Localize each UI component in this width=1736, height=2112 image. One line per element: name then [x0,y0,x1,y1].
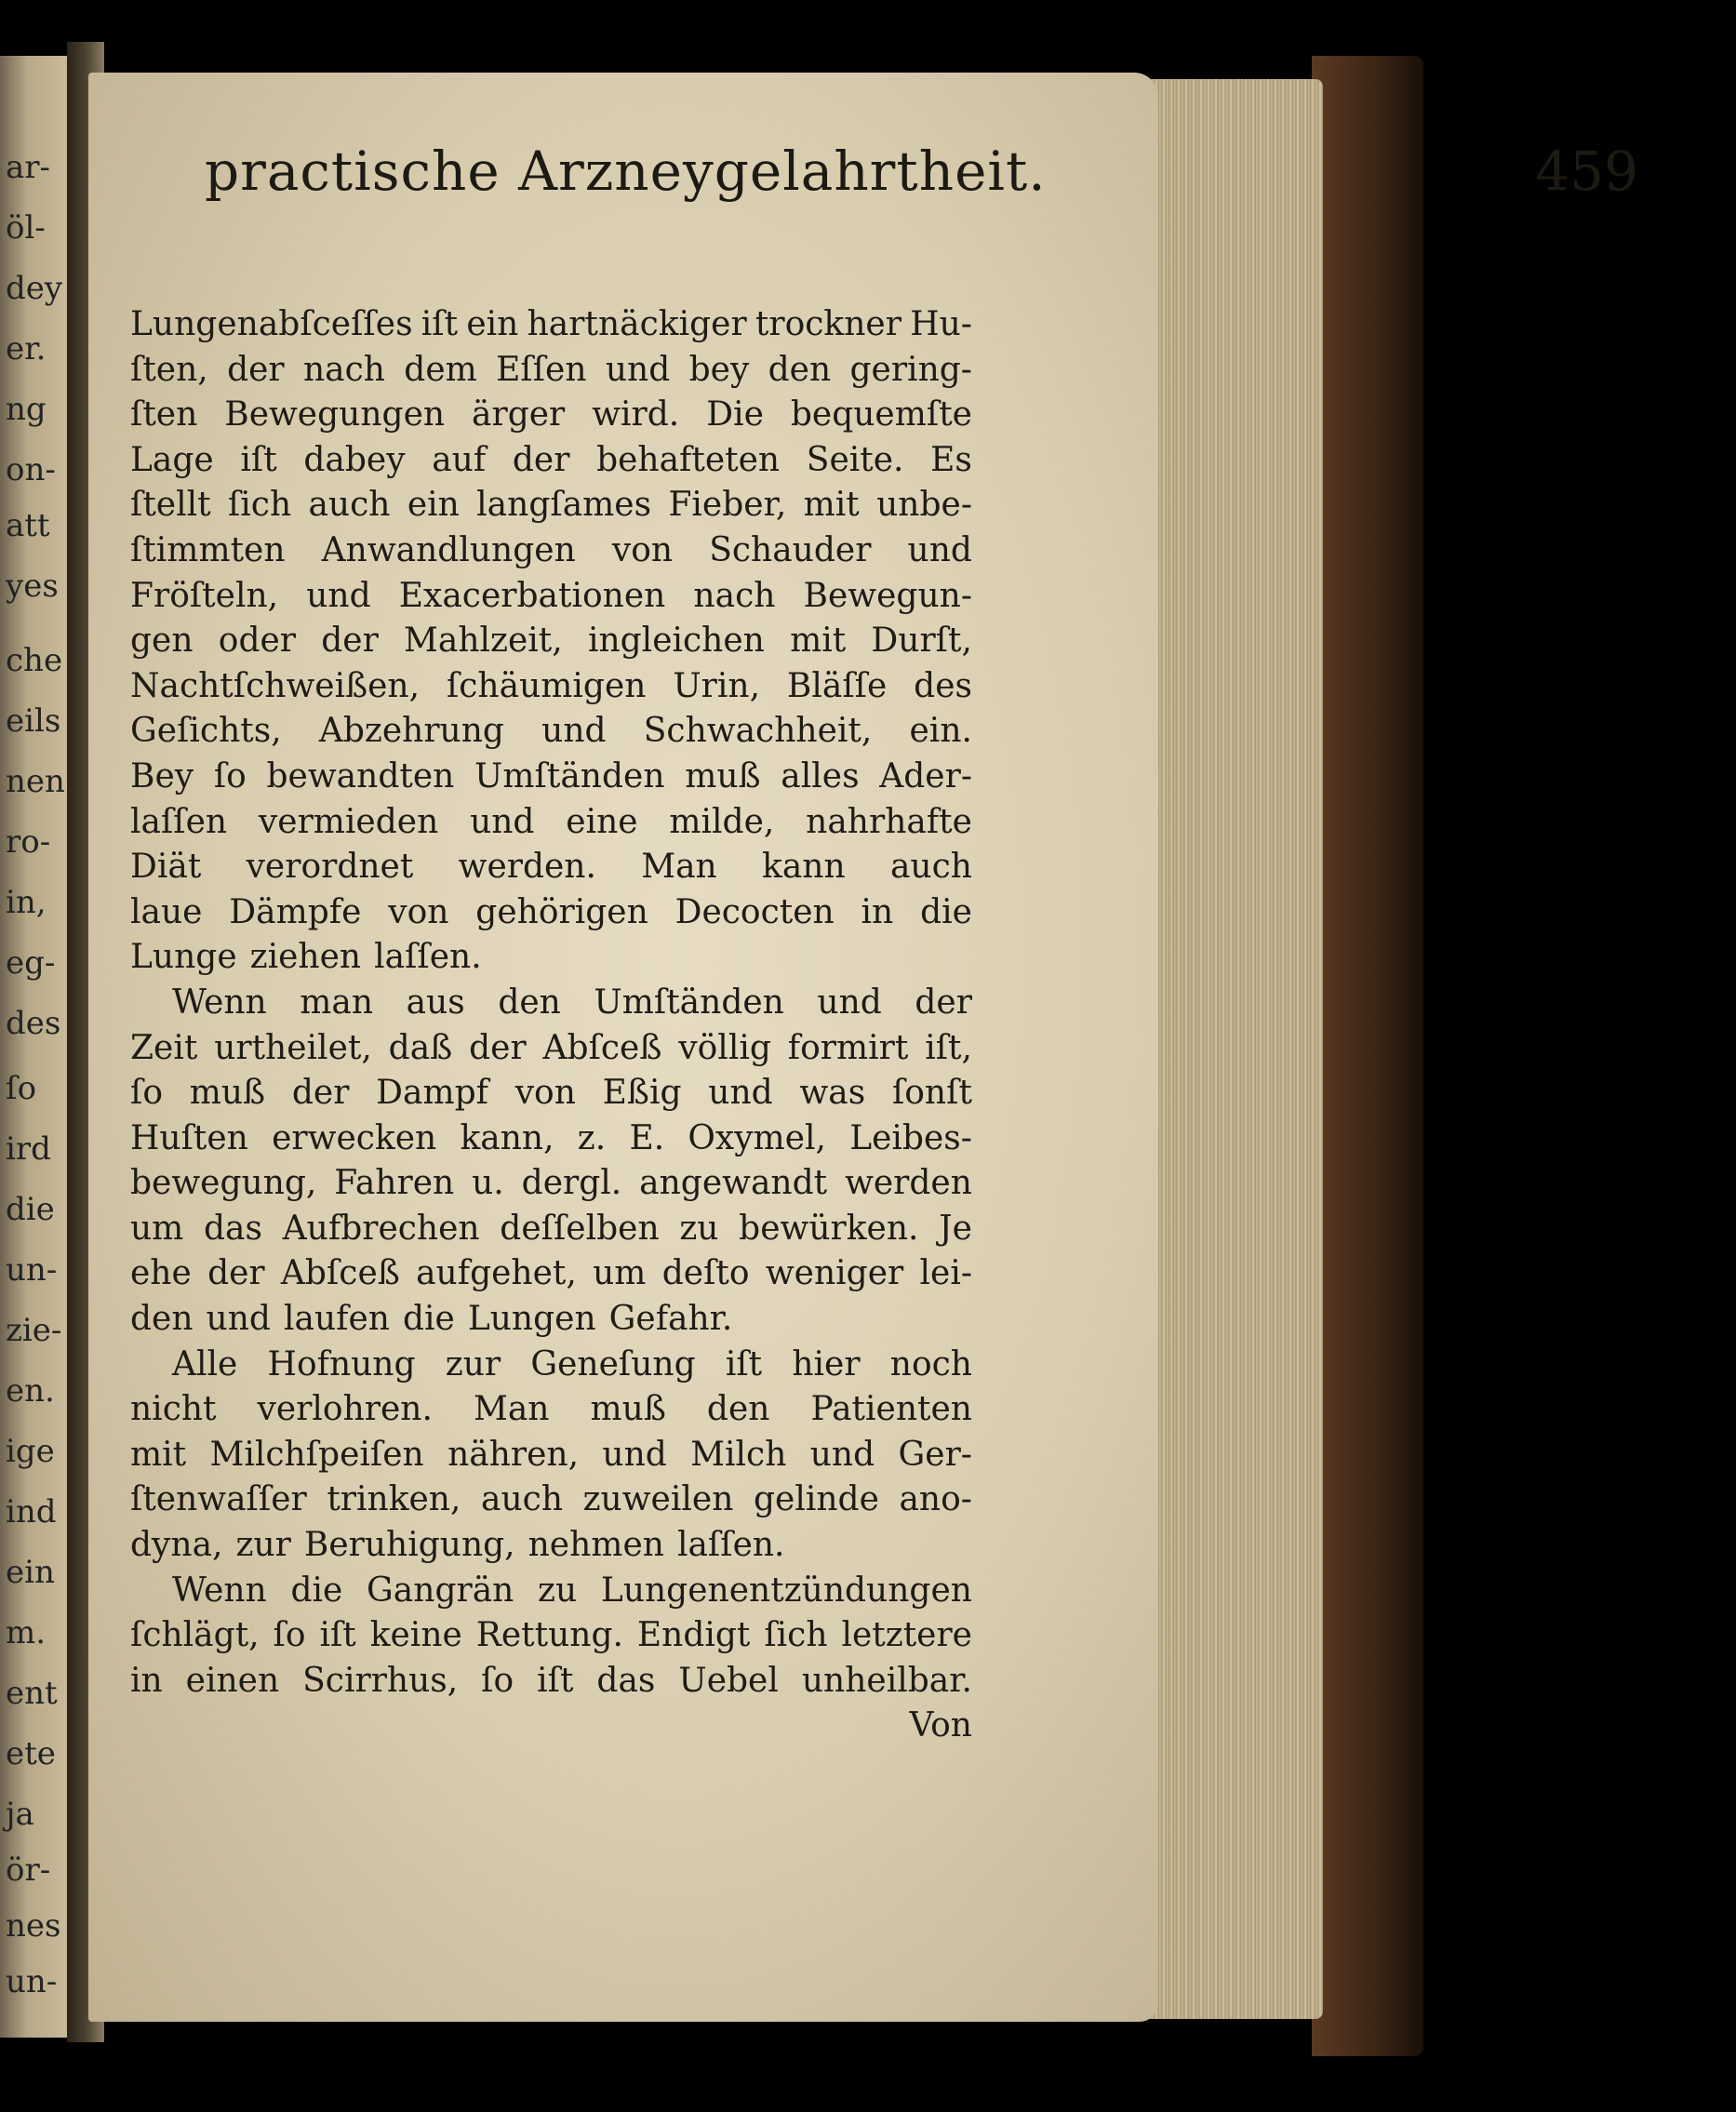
text-line [130,1026,972,1072]
text-line [130,393,972,438]
left-page-fragment: er. [6,330,47,368]
word: Man [473,1390,550,1429]
word: nähren, [447,1435,580,1474]
word: formirt [787,1028,909,1067]
left-page-fragment: en. [6,1372,55,1410]
left-page-fragment: ng [6,391,47,428]
book-cover-edge [1312,56,1423,2056]
word: ſo [481,1661,514,1700]
word: kann [762,848,846,887]
left-page-fragment: zie- [6,1312,62,1349]
word: völlig [678,1028,771,1067]
word: Anwandlungen [321,530,576,569]
word: z. [577,1118,607,1157]
word: muß [685,756,761,795]
word: bewürken. [739,1209,919,1248]
left-page-fragment: eg- [6,944,56,982]
text-line [130,348,972,394]
page-header [130,140,1648,214]
word: und [907,530,972,569]
word: und [306,576,371,615]
word: ingleichen [587,622,765,661]
word: Von [909,1706,972,1745]
word: Ader- [879,756,972,795]
left-page-fragment: ird [6,1130,51,1168]
word: ſo [273,1616,306,1655]
word: Patienten [810,1390,972,1429]
word: auch [889,848,972,887]
word: ziehen [249,938,362,977]
word: Lage [130,440,214,479]
word: Wenn [172,1571,267,1610]
word: nehmen [527,1526,664,1565]
left-page-fragment: att [6,507,50,544]
text-line [130,1251,972,1297]
word: Schwachheit, [643,712,873,751]
word: werden. [458,848,596,887]
word: auf [432,440,487,479]
word: dabey [303,440,406,479]
word: auch [308,486,391,525]
word: Urin, [673,666,761,705]
word: ſo [213,756,247,795]
word: Uebel [678,1661,779,1700]
text-line [130,664,972,710]
text-line [130,890,972,936]
word: Je [939,1209,972,1248]
word: Ger- [898,1435,972,1474]
left-page-fragment: m. [6,1614,47,1651]
word: aus [406,982,465,1022]
word: der [512,440,570,479]
word: Aufbrechen [282,1209,480,1248]
word: laſſen. [676,1526,785,1565]
word: mit [130,1435,187,1474]
text-line [130,1297,972,1343]
left-page-fragment: ent [6,1675,58,1712]
word: Endigt [636,1616,751,1655]
word: letztere [841,1616,972,1655]
word: nahrhafte [806,802,972,841]
text-line [130,438,972,484]
word: und [602,1435,667,1474]
word: ärger [472,395,566,434]
word: ein [407,486,460,525]
word: Bey [130,756,194,795]
word: die [290,1571,343,1610]
word: ſtellt [130,486,211,525]
left-page-fragment: ja [6,1796,34,1833]
page-number: 459 [1535,140,1638,203]
word: lei- [919,1254,972,1293]
word: Lungen [467,1300,596,1339]
running-title: practische Arzneygelahrtheit. [205,140,1047,203]
word: verordnet [246,848,414,887]
left-page-fragment: des [6,1005,61,1042]
left-page-fragment: ind [6,1493,57,1531]
word: kann, [460,1118,554,1157]
word: Exacerbationen [398,576,666,615]
word: Die [706,395,764,434]
word: aufgehet, [416,1254,577,1293]
word: von [388,892,449,931]
word: Zeit [130,1028,198,1067]
left-page-fragment: ein [6,1554,55,1591]
word: und [206,1300,271,1339]
word: deſſelben [500,1209,660,1248]
word: Mahlzeit, [404,622,563,661]
left-page-fragment: in, [6,884,47,921]
word: und [708,1074,773,1113]
word: Schauder [709,530,872,569]
left-page-fragment: dey [6,270,63,307]
left-page-fragment: öl- [6,209,46,247]
word: Eſſen [496,350,587,389]
word: wird. [592,395,680,434]
word: in [861,892,894,931]
text-line [130,1477,972,1523]
left-page-fragment: yes [6,568,59,605]
word: erwecken [272,1118,437,1157]
word: was [799,1074,866,1113]
left-page-fragment: ſo [6,1070,37,1107]
word: Bewegun- [803,576,972,615]
text-line [130,1343,972,1388]
word: Nachtſchweißen, [130,666,421,705]
text-line [130,1207,972,1252]
text-line [130,574,972,620]
word: Umſtänden [474,756,665,795]
word: urtheilet, [214,1028,372,1067]
word: behafteten [596,440,781,479]
word: eine [566,802,638,841]
word: der [291,1074,350,1113]
word: unheilbar. [801,1661,972,1700]
word: den [706,1390,770,1429]
word: iſt [319,1616,356,1655]
word: Gefahr. [608,1300,733,1339]
word: verlohren. [257,1390,433,1429]
word: Milchſpeiſen [209,1435,424,1474]
text-line [130,1433,972,1478]
word: laſſen [130,802,228,841]
left-page-fragment: nen [6,763,65,800]
left-page-fragment: ro- [6,823,51,861]
left-page-fragment: ör- [6,1851,51,1889]
text-line [130,935,972,981]
word: Wenn [172,982,267,1022]
word: alles [781,756,860,795]
word: angewandt [639,1164,828,1203]
word: ſich [764,1616,828,1655]
word: Fröſteln, [130,576,279,615]
word: ſten [130,395,198,434]
word: Man [641,848,717,887]
word: milde, [669,802,775,841]
word: zu [538,1571,578,1610]
text-line [130,302,972,348]
word: Bewegungen [224,395,446,434]
word: mit [803,486,860,525]
word: Rettung. [475,1616,623,1655]
word: ſich [227,486,292,525]
word: Abſceß [542,1028,662,1067]
word: Gangrän [367,1571,514,1610]
word: zur [445,1344,501,1383]
word: bewegung, [130,1164,317,1203]
word: ein. [909,712,972,751]
word: des [914,666,972,705]
word: Beruhigung, [303,1526,515,1565]
word: das [596,1661,656,1700]
text-line [130,528,972,574]
word: Seite. [806,440,904,479]
word: gen [130,622,194,661]
word: Es [930,440,972,479]
word: Geneſung [530,1344,696,1383]
word: ſchlägt, [130,1616,260,1655]
word: iſt [725,1344,763,1383]
word: ſten, [130,350,208,389]
word: mit [790,622,847,661]
word: Alle [172,1344,238,1383]
word: und [817,982,882,1022]
text-line [130,1659,972,1704]
word: nach [693,576,776,615]
left-page-fragment: un- [6,1251,58,1289]
text-line [130,1071,972,1116]
text-line [130,845,972,890]
word: zur [235,1526,291,1565]
left-page-fragment: on- [6,451,56,488]
word: Geſichts, [130,712,282,751]
word: Lungenentzündungen [600,1571,972,1610]
word: Umſtänden [594,982,784,1022]
text-line [130,1704,972,1749]
word: und [470,802,535,841]
word: der [207,1254,265,1293]
word: Oxymel, [688,1118,826,1157]
word: den [768,350,832,389]
word: von [611,530,674,569]
word: man [300,982,374,1022]
word: langſames [476,486,652,525]
left-page-fragment: ar- [6,149,51,186]
word: muß [590,1390,666,1429]
left-page-fragment: ige [6,1433,55,1470]
word: Dampf [376,1074,488,1113]
word: weniger [765,1254,904,1293]
left-page-fragment: eils [6,702,61,740]
word: E. [629,1118,665,1157]
left-page-fragment: che [6,642,63,679]
word: ehe [130,1254,192,1293]
word: laufen [283,1300,390,1339]
word: Fahren [334,1164,455,1203]
word: nach [302,350,385,389]
page-edges [1137,79,1323,2019]
text-line [130,1613,972,1659]
word: auch [481,1480,564,1519]
word: muß [189,1074,266,1113]
word: hartnäckiger [527,305,747,343]
word: Diät [130,848,202,887]
text-line [130,619,972,664]
left-page-fragment: un- [6,1963,58,2000]
word: Abzehrung [318,712,504,751]
word: u. [472,1164,504,1203]
word: zuweilen [582,1480,734,1519]
word: um [593,1254,647,1293]
word: bey [688,350,750,389]
word: laue [130,892,203,931]
word: Decocten [674,892,835,931]
word: Durſt, [871,622,972,661]
text-line [130,709,972,755]
text-line [130,755,972,800]
word: den [130,1300,194,1339]
word: trockner [754,305,901,343]
word: das [204,1209,262,1248]
word: Hofnung [267,1344,416,1383]
word: iſt [421,305,459,343]
word: und [605,350,671,389]
word: Lungenabſceſſes [130,305,413,343]
word: Abſceß [280,1254,400,1293]
word: Milch [690,1435,787,1474]
word: oder [218,622,296,661]
word: gehörigen [475,892,648,931]
text-line [130,1116,972,1162]
text-line [130,1161,972,1207]
word: Fieber, [668,486,787,525]
word: die [920,892,972,931]
word: bewandten [266,756,455,795]
word: noch [889,1344,972,1383]
word: ſtenwaſſer [130,1480,307,1519]
left-page-fragment: die [6,1191,55,1228]
word: der [227,350,285,389]
text-line [130,1569,972,1614]
word: Dämpfe [229,892,362,931]
word: in [130,1661,163,1700]
word: iſt, [925,1028,972,1067]
left-page-fragment: nes [6,1907,61,1945]
word: die [402,1300,455,1339]
word: Hu- [910,305,972,343]
word: dyna, [130,1526,223,1565]
word: Huſten [130,1118,248,1157]
word: um [130,1209,184,1248]
word: Eßig [602,1074,682,1113]
text-line [130,1387,972,1433]
word: trinken, [327,1480,461,1519]
word: gering- [849,350,972,389]
word: nicht [130,1390,217,1429]
word: gelinde [753,1480,879,1519]
word: zu [679,1209,719,1248]
text-line [130,981,972,1026]
word: von [514,1074,576,1113]
word: keine [369,1616,462,1655]
word: daß [388,1028,453,1067]
word: Bläſſe [786,666,888,705]
word: einen [185,1661,280,1700]
word: und [541,712,607,751]
word: dergl. [521,1164,622,1203]
left-page-fragment: ete [6,1735,56,1772]
word: den [498,982,561,1022]
word: iſt [240,440,277,479]
word: ano- [899,1480,972,1519]
word: ſonſt [891,1074,972,1113]
word: Scirrhus, [302,1661,459,1700]
word: iſt [537,1661,574,1700]
word: unbe- [876,486,972,525]
word: hier [792,1344,861,1383]
word: und [809,1435,875,1474]
word: der [915,982,972,1022]
text-line [130,800,972,846]
text-line [130,483,972,528]
word: der [321,622,379,661]
word: Leibes- [849,1118,972,1157]
word: ſchäumigen [446,666,647,705]
word: der [469,1028,527,1067]
word: ſo [130,1074,163,1113]
word: ſtimmten [130,530,286,569]
word: werden [845,1164,972,1203]
word: laſſen. [374,938,482,977]
word: bequemſte [790,395,972,434]
body-text [130,302,972,1749]
word: vermieden [258,802,439,841]
word: dem [404,350,477,389]
word: Lunge [130,938,237,977]
word: deſto [661,1254,750,1293]
word: ein [466,305,519,343]
text-line [130,1523,972,1569]
